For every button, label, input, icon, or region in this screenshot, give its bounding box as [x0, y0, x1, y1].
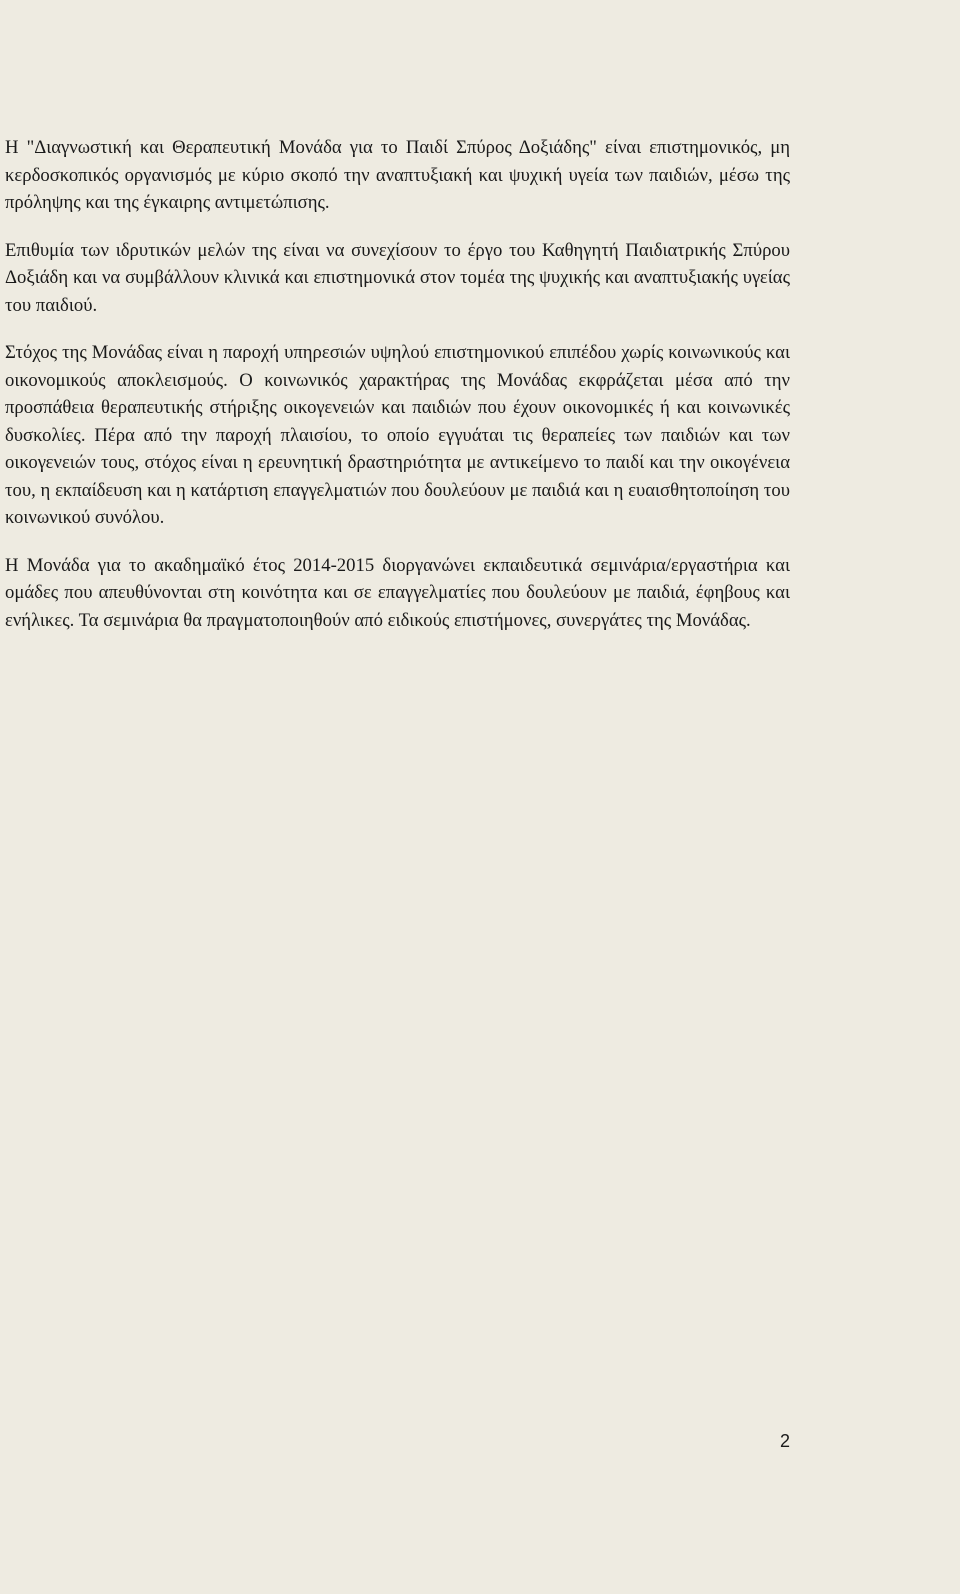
- document-body: [5, 134, 790, 654]
- paragraph-founders: Επιθυμία των ιδρυτικών μελών της είναι να συνεχίσουν το έργο του Καθηγητή Παιδιατρικής Σπύρου Δοξιάδη και να συμβάλλουν κλινικά και επιστημονικά στον τομέα της ψυχικής και αναπτυξιακής υγείας του παιδιού.: [5, 239, 790, 316]
- paragraph-goals: Στόχος της Μονάδας είναι η παροχή υπηρεσιών υψηλού επιστημονικού επιπέδου χωρίς κοινωνικούς και οικονομικούς αποκλεισμούς. Ο κοινωνικός χαρακτήρας της Μονάδας εκφράζεται μέσα από την προσπάθεια θεραπευτικής στήριξης οικογενειών και παιδιών που έχουν οικονομικές ή και κοινωνικές δυσκολίες. Πέρα από την παροχή πλαισίου, το οποίο εγγυάται τις θεραπείες των παιδιών και των οικογενειών τους, στόχος είναι η ερευνητική δραστηριότητα με αντικείμενο το παιδί και την οικογένεια του, η εκπαίδευση και η κατάρτιση επαγγελματιών που δουλεύουν με παιδιά και η ευαισθητοποίηση του κοινωνικού συνόλου.: [5, 342, 790, 528]
- page-number: 2: [779, 1431, 790, 1451]
- paragraph-intro: Η "Διαγνωστική και Θεραπευτική Μονάδα για το Παιδί Σπύρος Δοξιάδης" είναι επιστημονικός, μη κερδοσκοπικός οργανισμός με κύριο σκοπό την αναπτυξιακή και ψυχική υγεία των παιδιών, μέσω της πρόληψης και της έγκαιρης αντιμετώπισης.: [5, 137, 790, 213]
- paragraph-seminars: Η Μονάδα για το ακαδημαϊκό έτος 2014-2015 διοργανώνει εκπαιδευτικά σεμινάρια/εργαστήρια και ομάδες που απευθύνονται στη κοινότητα και σε επαγγελματίες που δουλεύουν με παιδιά, έφηβους και ενήλικες. Τα σεμινάρια θα πραγματοποιηθούν από ειδικούς επιστήμονες, συνεργάτες της Μονάδας.: [5, 554, 790, 631]
